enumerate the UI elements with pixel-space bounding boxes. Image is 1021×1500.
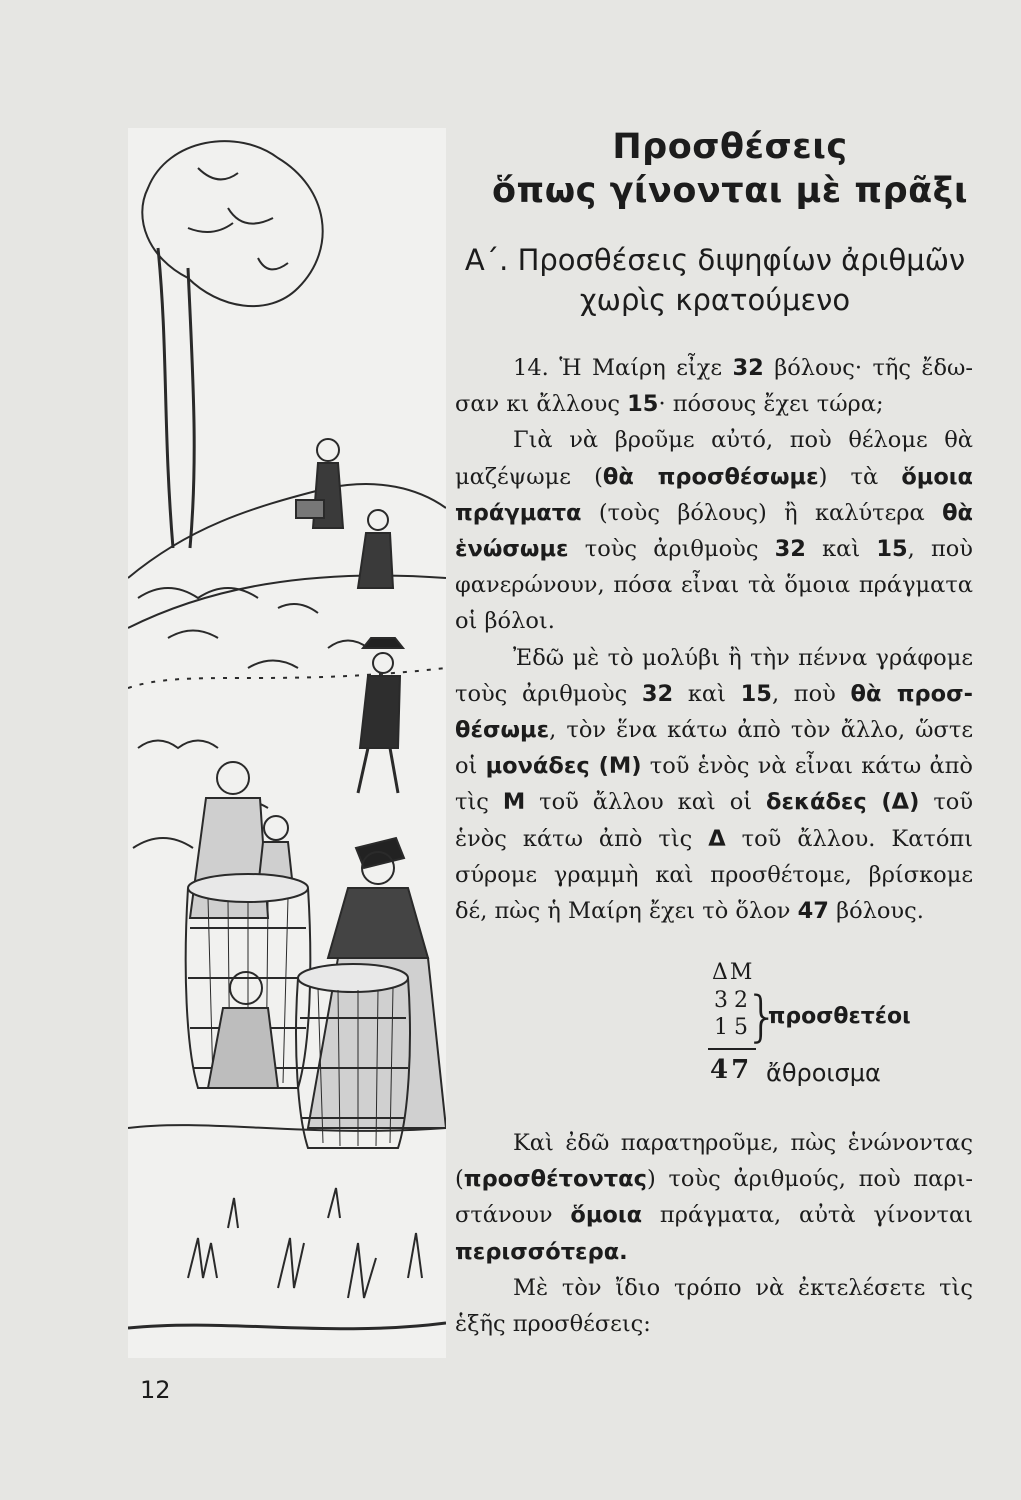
page-title xyxy=(470,125,990,213)
picker-man xyxy=(358,510,393,588)
text-run: τοῦ ἄλλου καὶ οἱ xyxy=(525,789,767,816)
text-run: (τοὺς βόλους) ἢ καλύτερα xyxy=(581,499,943,526)
bold-term: μονάδες (Μ) xyxy=(485,753,642,780)
body-text xyxy=(455,350,973,929)
picker-woman xyxy=(296,439,343,528)
paragraph-explanation xyxy=(455,422,973,639)
bold-term: Δ xyxy=(708,825,726,852)
text-run: τοῦ ἑνὸς κάτω ἀπὸ τὶς xyxy=(455,789,973,852)
bold-term: ὅμοια xyxy=(570,1202,643,1229)
text-run: τοὺς ἀριθμοὺς xyxy=(568,536,775,563)
text-run: πράγματα, αὐτὰ γίνονται xyxy=(642,1202,973,1229)
bold-number: 32 xyxy=(732,355,764,381)
addend-1: 32 xyxy=(714,988,754,1013)
bold-term: προσθέτοντας xyxy=(463,1166,647,1193)
page-number: 12 xyxy=(140,1376,171,1404)
paragraph-exercise-intro: Μὲ τὸν ἴδιο τρόπο νὰ ἐκτελέσετε τὶς ἑξῆς προσθέσεις: xyxy=(455,1274,973,1338)
sum-line xyxy=(708,1048,756,1050)
text-run: Ἐδῶ μὲ τὸ μολύβι ἢ τὴν πέννα γράφομε τοὺς ἀριθμοὺς xyxy=(455,644,973,707)
bold-term: θὰ ἑνώσωμε xyxy=(455,499,973,563)
addend-2: 15 xyxy=(714,1015,754,1040)
section-heading xyxy=(455,240,975,320)
bold-number: 15 xyxy=(740,680,772,707)
bold-number: 32 xyxy=(641,680,674,707)
text-run: Καὶ ἐδῶ παρατηροῦμε, πὼς ἑνώνοντας ( xyxy=(455,1130,973,1193)
text-run: ) τὰ xyxy=(818,463,902,490)
paragraph-observation xyxy=(455,1125,973,1270)
sum-value: 47 xyxy=(710,1055,753,1085)
bold-term: δεκάδες (Δ) xyxy=(766,789,920,816)
text-run: βόλους. xyxy=(828,898,924,925)
paragraph-problem xyxy=(455,350,973,422)
text-run: καὶ xyxy=(673,680,741,707)
bold-number: 47 xyxy=(797,898,829,925)
section-heading-line-1: Α΄. Προσθέσεις διψηφίων ἀριθμῶν xyxy=(464,243,966,277)
text-run: καὶ xyxy=(805,536,877,563)
hills xyxy=(128,484,446,578)
tree-trunk xyxy=(158,248,194,548)
text-run: , ποὺ φανερώνουν, πόσα εἶναι τὰ ὅμοια πράγματα οἱ βόλοι. xyxy=(455,536,973,635)
addends-label: προσθετέοι xyxy=(768,1004,911,1029)
brace-glyph: } xyxy=(745,985,780,1048)
text-run: βόλους· τῆς ἔδωσαν κι ἄλλους xyxy=(455,355,973,418)
paragraph-method xyxy=(455,640,973,930)
title-line-1: Προσθέσεις xyxy=(612,127,848,167)
bold-term: ὅμοια πράγματα xyxy=(455,463,974,526)
place-value-header: ΔΜ xyxy=(712,960,755,985)
section-heading-line-2: χωρὶς κρατούμενο xyxy=(579,283,851,317)
sum-label: ἄθροισμα xyxy=(766,1059,881,1087)
text-run: ) τοὺς ἀριθμούς, ποὺ παριστάνουν xyxy=(455,1166,973,1229)
text-run: Γιὰ νὰ βροῦμε αὐτό, ποὺ θέλομε θὰ μαζέψωμε ( xyxy=(455,427,973,490)
bold-number: 15 xyxy=(627,391,659,418)
grass xyxy=(188,1188,422,1298)
bold-number: 15 xyxy=(876,536,908,563)
text-run: 14. Ἡ Μαίρη εἶχε xyxy=(513,355,733,381)
bold-number: 32 xyxy=(774,536,806,563)
walking-man xyxy=(358,638,403,793)
title-line-2: ὅπως γίνονται μὲ πρᾶξι xyxy=(491,171,968,211)
text-run: · πόσους ἔχει τώρα; xyxy=(658,391,884,418)
body-text-continued xyxy=(455,1125,973,1342)
addition-example xyxy=(700,960,980,1100)
text-run: τοῦ ἑνὸς νὰ εἶναι κάτω ἀπὸ τὶς xyxy=(455,753,973,816)
bold-term: Μ xyxy=(502,789,526,816)
bold-term: θὰ προσθέσωμε xyxy=(602,463,819,490)
bold-term: θὰ προσθέσωμε xyxy=(455,680,973,744)
harvest-illustration xyxy=(128,128,446,1358)
text-run: , ποὺ xyxy=(771,680,851,707)
bold-term: περισσότερα. xyxy=(455,1238,628,1265)
text-run: , τὸν ἕνα κάτω ἀπὸ τὸν ἄλλο, ὥστε οἱ xyxy=(455,717,973,780)
text-run: τοῦ ἄλλου. Κατόπι σύρομε γραμμὴ καὶ προσθέτομε, βρίσκομε δέ, πὼς ἡ Μαίρη ἔχει τὸ ὅλον xyxy=(455,825,973,925)
